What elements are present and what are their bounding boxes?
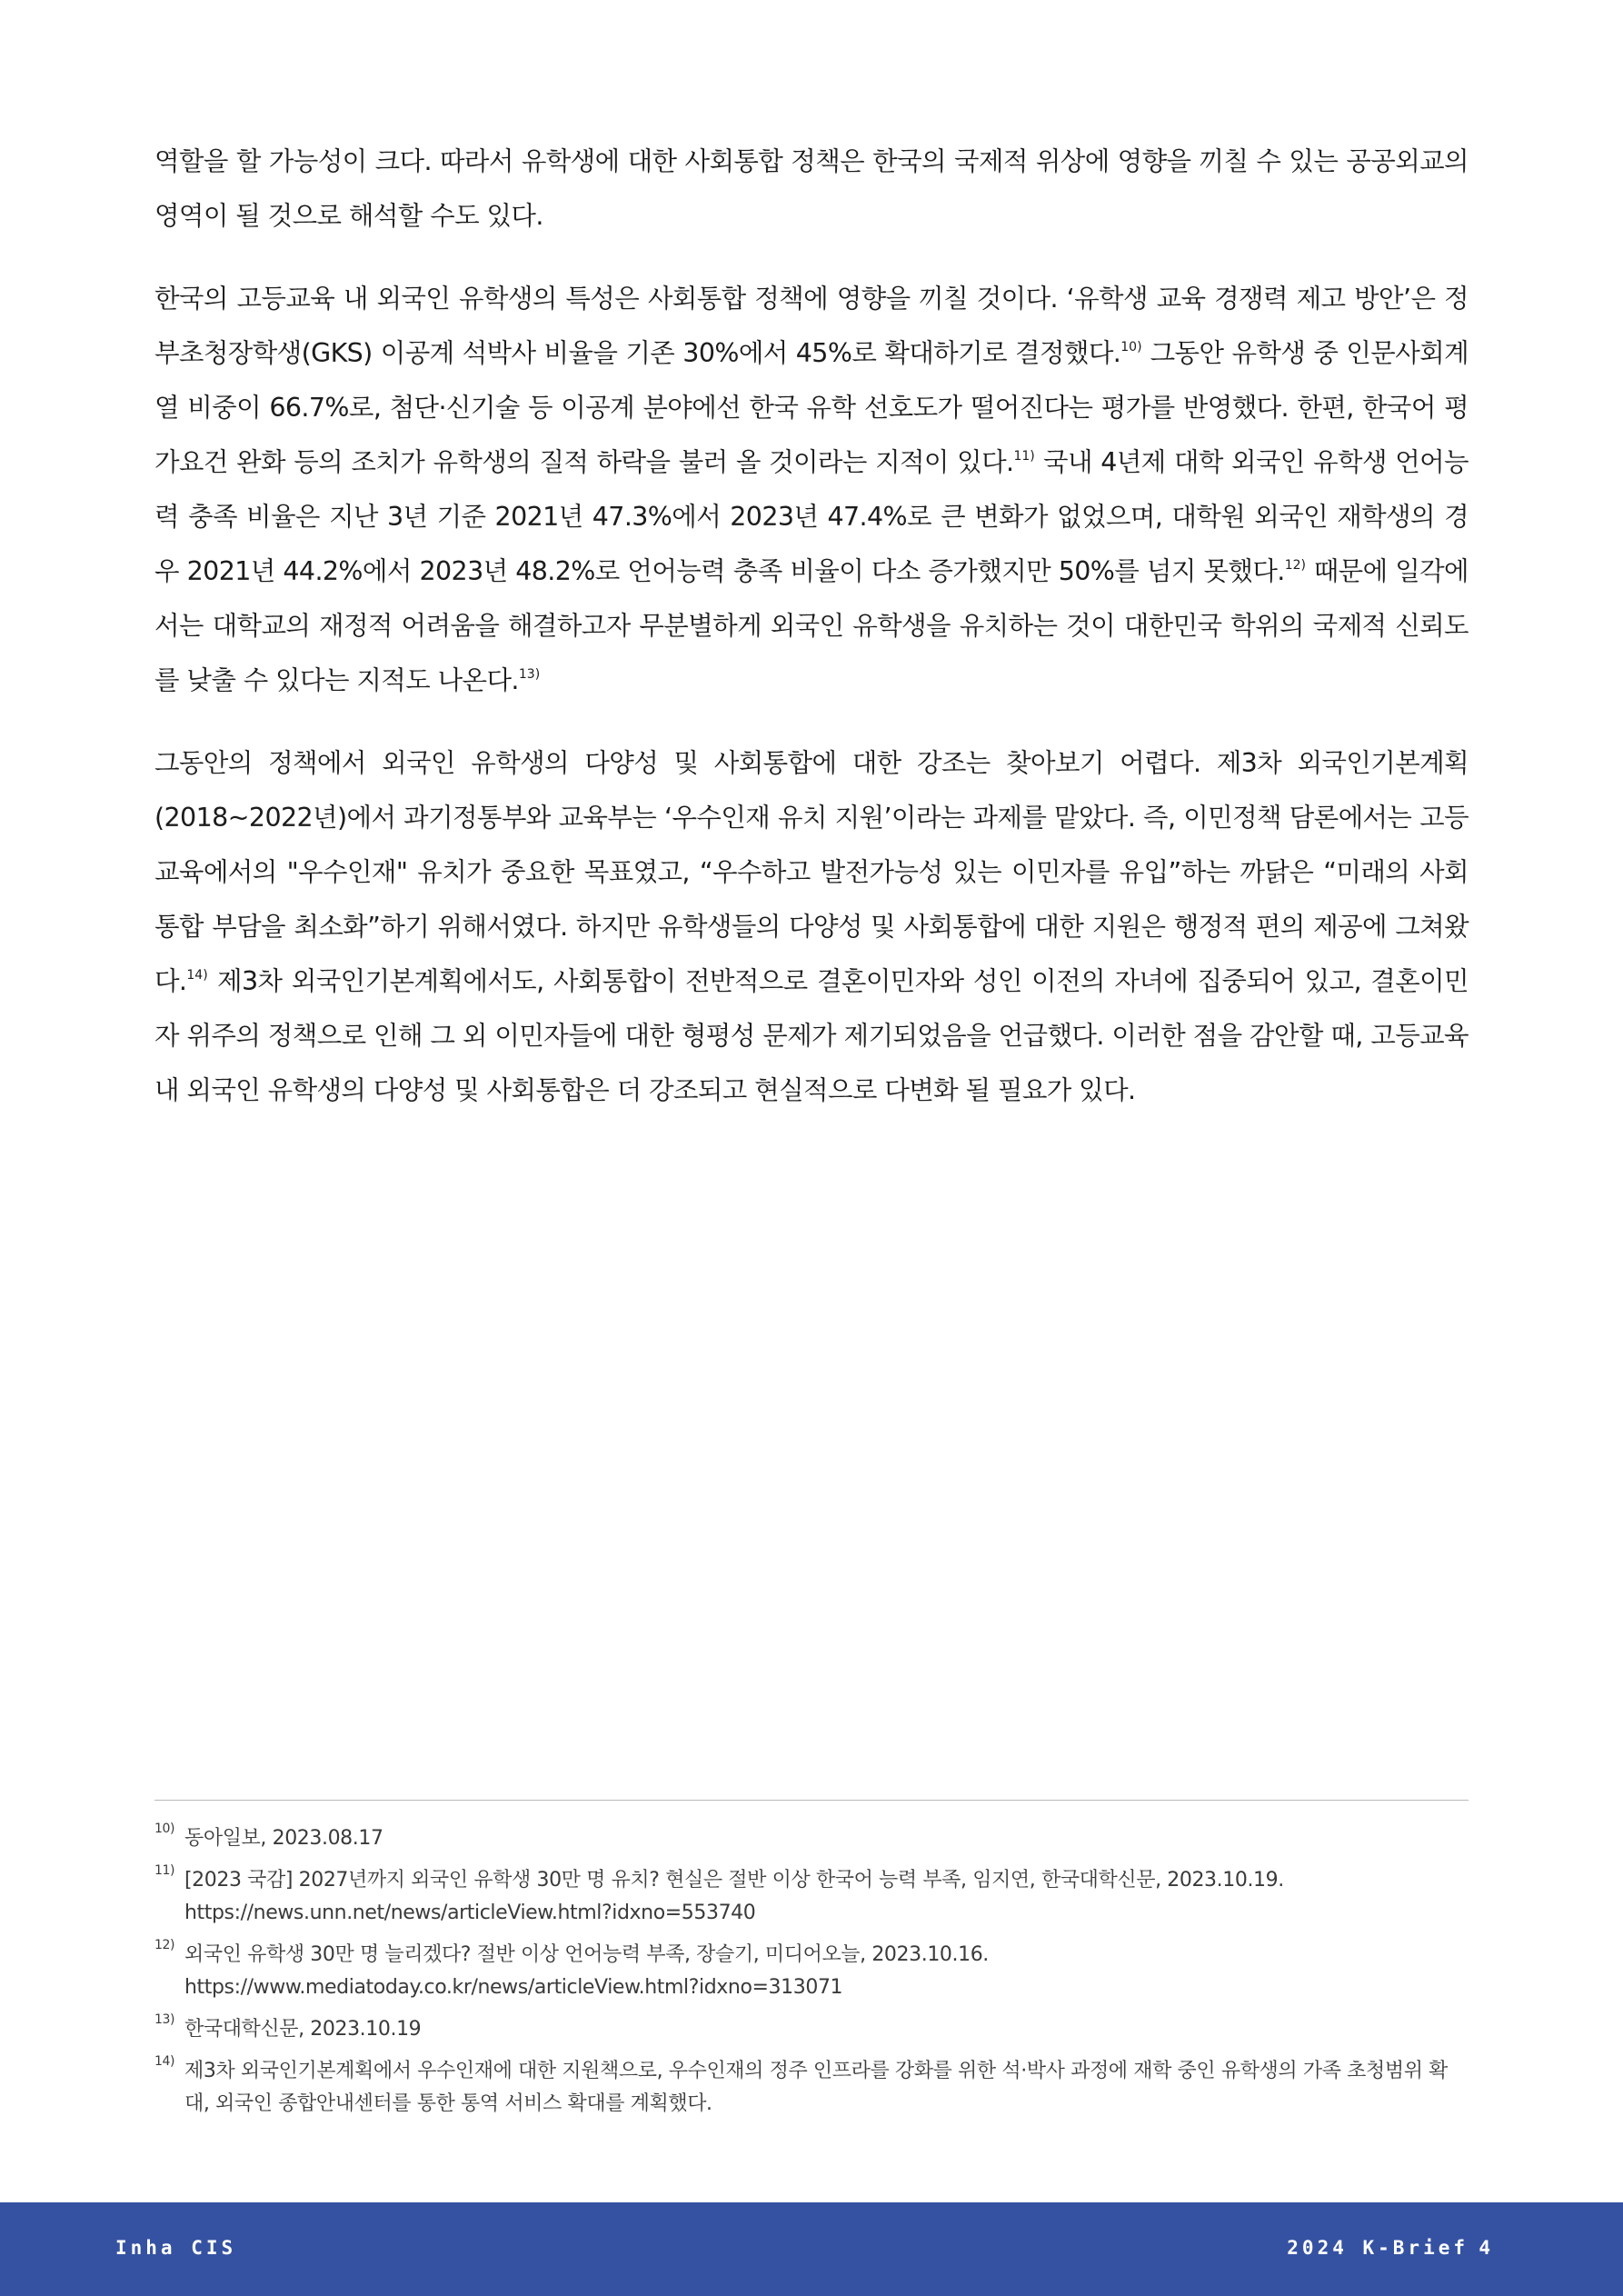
footnote-11	[154, 1864, 1469, 1930]
page-number: 4	[1479, 2237, 1494, 2259]
footnote-text: 동아일보, 2023.08.17	[184, 1827, 383, 1850]
paragraph-text: 그동안의 정책에서 외국인 유학생의 다양성 및 사회통합에 대한 강조는 찾아보기 어렵다. 제3차 외국인기본계획(2018~2022년)에서 과기정통부와 교육부는 ‘우수인재 유치 지원’이라는 과제를 맡았다. 즉, 이민정책 담론에서는 고등교육에서의 "우수인재" 유치가 중요한 목표였고, “우수하고 발전가능성 있는 이민자를 유입”하는 까닭은 “미래의 사회 통합 부담을 최소화”하기 위해서였다. 하지만 유학생들의 다양성 및 사회통합에 대한 지원은 행정적 편의 제공에 그쳐왔다.	[154, 748, 1469, 996]
footnote-number: 14)	[154, 2054, 175, 2069]
footnote-14	[154, 2055, 1469, 2121]
footnote-divider	[154, 1800, 1469, 1801]
footer-publisher: Inha CIS	[115, 2237, 237, 2259]
paragraph-text: 때문에 일각에서는 대학교의 재정적 어려움을 해결하고자 무분별하게 외국인 유학생을 유치하는 것이 대한민국 학위의 국제적 신뢰도를 낮출 수 있다는 지적도 나온다.	[154, 556, 1469, 695]
paragraph-text: 제3차 외국인기본계획에서도, 사회통합이 전반적으로 결혼이민자와 성인 이전의 자녀에 집중되어 있고, 결혼이민자 위주의 정책으로 인해 그 외 이민자들에 대한 형평성 문제가 제기되었음을 언급했다. 이러한 점을 감안할 때, 고등교육 내 외국인 유학생의 다양성 및 사회통합은 더 강조되고 현실적으로 다변화 될 필요가 있다.	[154, 966, 1469, 1105]
paragraph-3	[154, 736, 1469, 1118]
footnote-link[interactable]: https://www.mediatoday.co.kr/news/articleView.html?idxno=313071	[184, 1976, 843, 1999]
footnote-text: 한국대학신문, 2023.10.19	[184, 2018, 422, 2041]
footnote-ref-11[interactable]: 11)	[1013, 449, 1035, 464]
paragraph-text: 국내 4년제 대학 외국인 유학생 언어능력 충족 비율은 지난 3년 기준 2021년 47.3%에서 2023년 47.4%로 큰 변화가 없었으며, 대학원 외국인 재학생의 경우 2021년 44.2%에서 2023년 48.2%로 언어능력 충족 비율이 다소 증가했지만 50%를 넘지 못했다.	[154, 447, 1469, 586]
footnote-number: 12)	[154, 1938, 175, 1952]
footnote-number: 10)	[154, 1822, 175, 1836]
footnote-text: [2023 국감] 2027년까지 외국인 유학생 30만 명 유치? 현실은 절반 이상 한국어 능력 부족, 임지연, 한국대학신문, 2023.10.19.	[184, 1869, 1284, 1892]
footnote-text: 외국인 유학생 30만 명 늘리겠다? 절반 이상 언어능력 부족, 장슬기, 미디어오늘, 2023.10.16.	[184, 1943, 989, 1966]
paragraph-1	[154, 135, 1469, 244]
paragraph-text: 역할을 할 가능성이 크다. 따라서 유학생에 대한 사회통합 정책은 한국의 국제적 위상에 영향을 끼칠 수 있는 공공외교의 영역이 될 것으로 해석할 수도 있다.	[154, 146, 1469, 231]
paragraph-text: 그동안 유학생 중 인문사회계열 비중이 66.7%로, 첨단·신기술 등 이공계 분야에선 한국 유학 선호도가 떨어진다는 평가를 반영했다. 한편, 한국어 평가요건 완화 등의 조치가 유학생의 질적 하락을 불러 올 것이라는 지적이 있다.	[154, 338, 1469, 477]
page-footer	[0, 2202, 1623, 2296]
footnote-13	[154, 2013, 1469, 2046]
footnote-text: 제3차 외국인기본계획에서 우수인재에 대한 지원책으로, 우수인재의 정주 인프라를 강화를 위한 석·박사 과정에 재학 중인 유학생의 가족 초청범위 확대, 외국인 종합안내센터를 통한 통역 서비스 확대를 계획했다.	[184, 2060, 1448, 2115]
footnotes	[154, 1822, 1469, 2130]
footnote-ref-10[interactable]: 10)	[1120, 340, 1142, 354]
footnote-ref-14[interactable]: 14)	[186, 968, 208, 983]
footnote-10	[154, 1822, 1469, 1855]
footnote-ref-13[interactable]: 13)	[518, 667, 541, 682]
paragraph-2	[154, 272, 1469, 708]
footnote-number: 13)	[154, 2012, 175, 2027]
paragraph-text: 한국의 고등교육 내 외국인 유학생의 특성은 사회통합 정책에 영향을 끼칠 것이다. ‘유학생 교육 경쟁력 제고 방안’은 정부초청장학생(GKS) 이공계 석박사 비율을 기존 30%에서 45%로 확대하기로 결정했다.	[154, 284, 1469, 368]
footer-publication: 2024 K-Brief	[1287, 2237, 1469, 2259]
footnote-link[interactable]: https://news.unn.net/news/articleView.html?idxno=553740	[184, 1902, 756, 1924]
main-content	[154, 135, 1469, 1146]
footnote-12	[154, 1939, 1469, 2004]
footnote-ref-12[interactable]: 12)	[1284, 558, 1307, 573]
footnote-number: 11)	[154, 1863, 175, 1878]
